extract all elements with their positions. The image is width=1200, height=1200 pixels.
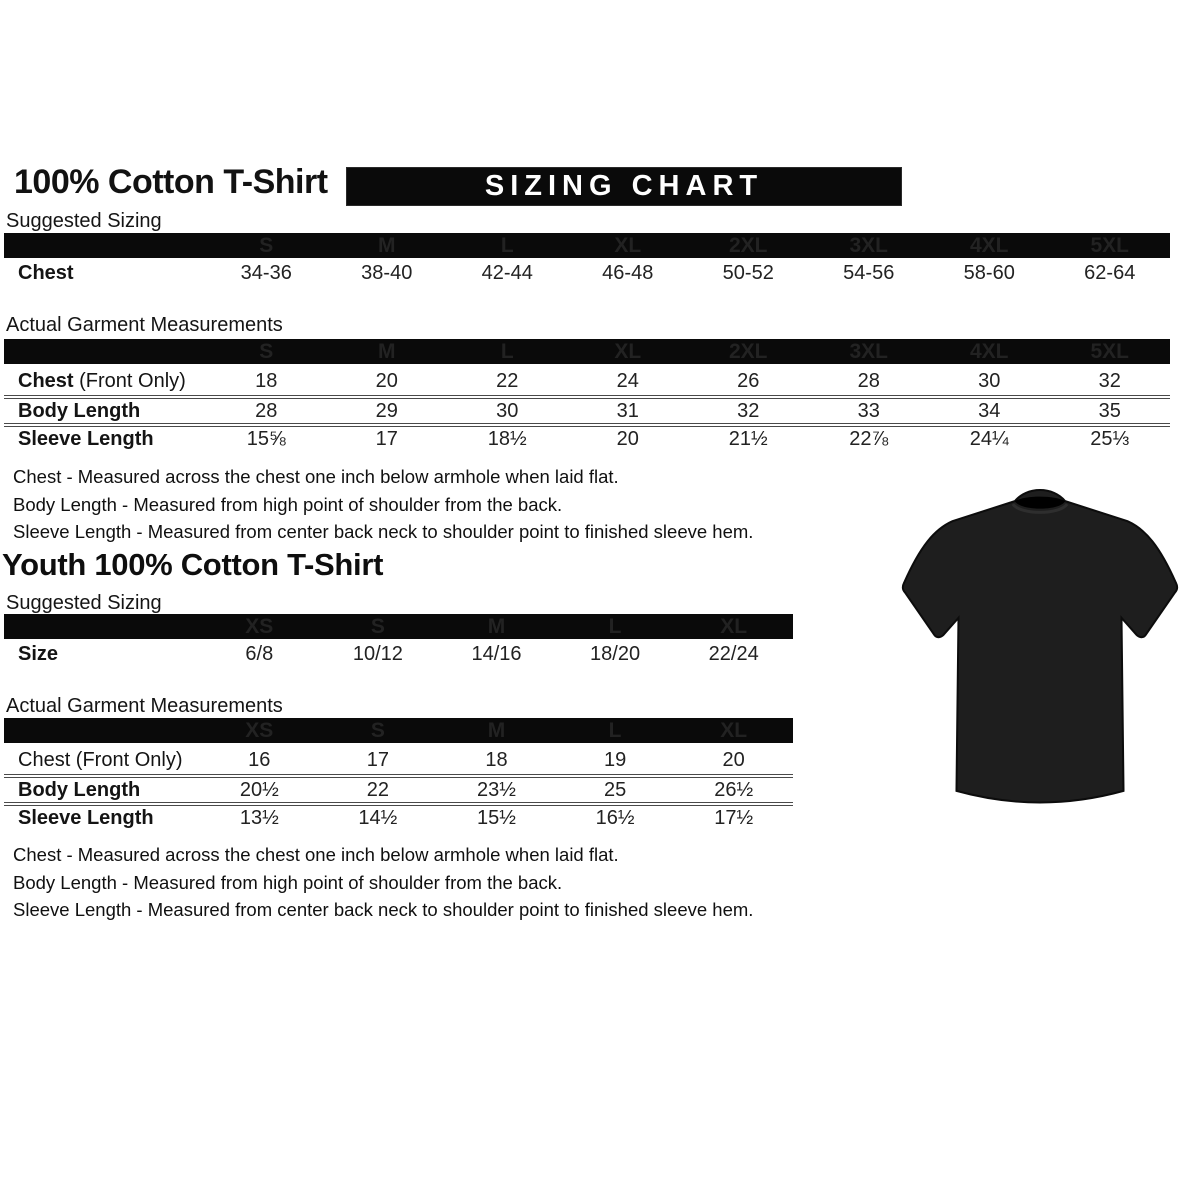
col-header-2xl: 2XL — [728, 339, 768, 363]
cell-value: 17½ — [714, 806, 754, 829]
cell-value: 22/24 — [708, 643, 759, 665]
cell-value: 17 — [375, 427, 398, 450]
cell-value: 31 — [616, 399, 639, 422]
cell-value: 25 — [603, 778, 627, 801]
cell-value: 13½ — [239, 806, 279, 829]
cell-value: 15⅝ — [246, 427, 286, 450]
col-header-m: M — [487, 718, 506, 742]
row-label: Sleeve Length — [18, 806, 154, 829]
table-header-row — [4, 233, 1170, 258]
cell-value: 42-44 — [481, 262, 533, 284]
cell-value: 22⅞ — [849, 427, 889, 450]
youth-suggested-sizing-label: Suggested Sizing — [6, 592, 162, 614]
cell-value: 25⅓ — [1090, 427, 1130, 450]
cell-value: 32 — [737, 399, 760, 422]
adult-suggested-sizing-table — [4, 233, 1170, 289]
col-header-3xl: 3XL — [849, 233, 888, 257]
cell-value: 26 — [737, 369, 760, 392]
cell-value: 28 — [255, 399, 278, 422]
cell-value: 54-56 — [843, 262, 895, 284]
col-header-xs: XS — [245, 614, 274, 638]
row-label: Size — [18, 643, 59, 665]
table-header-row — [4, 339, 1170, 364]
col-header-m: M — [378, 339, 396, 363]
cell-value: 38-40 — [361, 262, 413, 284]
col-header-s: S — [259, 233, 274, 257]
adult-suggested-sizing-label: Suggested Sizing — [6, 210, 162, 232]
col-header-2xl: 2XL — [728, 233, 768, 257]
table-row-chest — [4, 258, 1170, 289]
col-header-5xl: 5XL — [1090, 339, 1129, 363]
table-row-sleeve-length — [4, 802, 793, 830]
cell-value: 24¼ — [969, 427, 1009, 450]
cell-value: 10/12 — [352, 643, 403, 665]
cell-value: 34-36 — [240, 262, 292, 284]
cell-value: 22 — [496, 369, 519, 392]
col-header-s: S — [370, 718, 385, 742]
col-header-l: L — [608, 718, 622, 742]
table-row-body-length — [4, 774, 793, 802]
col-header-s: S — [370, 614, 385, 638]
cell-value: 62-64 — [1084, 262, 1136, 284]
note-chest: Chest - Measured across the chest one inch below armhole when laid flat. — [13, 844, 619, 865]
cell-value: 50-52 — [722, 262, 774, 284]
col-header-l: L — [500, 233, 514, 257]
cell-value: 32 — [1098, 369, 1121, 392]
col-header-xl: XL — [720, 718, 748, 742]
col-header-3xl: 3XL — [849, 339, 888, 363]
youth-measurement-notes — [13, 841, 753, 924]
cell-value: 24 — [616, 369, 639, 392]
cell-value: 21½ — [728, 427, 768, 450]
row-label: Body Length — [18, 778, 141, 801]
table-header-row — [4, 718, 793, 743]
cell-value: 14/16 — [471, 643, 522, 665]
row-label: Chest (Front Only) — [18, 748, 183, 771]
cell-value: 16½ — [595, 806, 635, 829]
cell-value: 35 — [1098, 399, 1121, 422]
adult-actual-measurements-table — [4, 339, 1170, 451]
row-label: Sleeve Length — [18, 427, 154, 450]
cell-value: 46-48 — [602, 262, 654, 284]
cell-value: 20 — [375, 369, 398, 392]
note-sleeve-length: Sleeve Length - Measured from center back neck to shoulder point to finished sleeve hem. — [13, 899, 754, 920]
col-header-xl: XL — [614, 233, 642, 257]
note-body-length: Body Length - Measured from high point of shoulder from the back. — [13, 871, 563, 893]
cell-value: 18 — [255, 369, 278, 392]
cell-value: 23½ — [477, 778, 516, 801]
cell-value: 6/8 — [245, 643, 274, 665]
note-body-length: Body Length - Measured from high point of shoulder from the back. — [13, 493, 563, 515]
cell-value: 33 — [857, 399, 880, 422]
note-sleeve-length: Sleeve Length - Measured from center back neck to shoulder point to finished sleeve hem. — [13, 521, 754, 542]
adult-section-title: 100% Cotton T-Shirt — [14, 163, 328, 201]
table-row-sleeve-length — [4, 423, 1170, 451]
col-header-m: M — [487, 614, 506, 638]
cell-value: 20 — [616, 427, 639, 450]
cell-value: 20½ — [239, 778, 279, 801]
cell-value: 18/20 — [590, 643, 641, 665]
table-row-chest — [4, 746, 793, 774]
col-header-l: L — [500, 339, 514, 363]
col-header-s: S — [259, 339, 274, 363]
cell-value: 30 — [978, 369, 1001, 392]
cell-value: 20 — [722, 748, 745, 771]
cell-value: 34 — [978, 399, 1001, 422]
col-header-xl: XL — [614, 339, 642, 363]
cell-value: 15½ — [477, 806, 516, 829]
table-row-body-length — [4, 395, 1170, 423]
cell-value: 14½ — [358, 806, 398, 829]
col-header-l: L — [608, 614, 622, 638]
row-label: Chest (Front Only) — [18, 369, 186, 392]
cell-value: 18 — [485, 748, 508, 771]
cell-value: 58-60 — [963, 262, 1015, 284]
table-row-size — [4, 639, 793, 670]
note-chest: Chest - Measured across the chest one inch below armhole when laid flat. — [13, 466, 619, 487]
youth-actual-measurements-table — [4, 718, 793, 830]
cell-value: 29 — [375, 399, 398, 422]
adult-measurement-notes — [13, 463, 753, 546]
youth-section-title: Youth 100% Cotton T-Shirt — [2, 547, 384, 582]
col-header-4xl: 4XL — [969, 339, 1009, 363]
cell-value: 26½ — [714, 778, 754, 801]
table-row-chest — [4, 367, 1170, 395]
cell-value: 16 — [248, 748, 271, 771]
cell-value: 19 — [603, 748, 627, 771]
cell-value: 30 — [496, 399, 519, 422]
row-label: Body Length — [18, 399, 141, 422]
cell-value: 17 — [366, 748, 390, 771]
tshirt-body-shape — [903, 490, 1177, 802]
cell-value: 22 — [366, 778, 390, 801]
col-header-4xl: 4XL — [969, 233, 1009, 257]
youth-suggested-sizing-table — [4, 614, 793, 670]
adult-actual-measurements-label: Actual Garment Measurements — [6, 314, 283, 336]
sizing-chart-banner: SIZING CHART — [346, 167, 902, 206]
table-header-row — [4, 614, 793, 639]
cell-value: 18½ — [487, 427, 527, 450]
col-header-xs: XS — [245, 718, 274, 742]
col-header-5xl: 5XL — [1090, 233, 1129, 257]
tshirt-image — [892, 486, 1190, 810]
cell-value: 28 — [857, 369, 880, 392]
col-header-xl: XL — [720, 614, 748, 638]
youth-actual-measurements-label: Actual Garment Measurements — [6, 695, 283, 717]
col-header-m: M — [378, 233, 396, 257]
row-label: Chest — [18, 262, 74, 284]
